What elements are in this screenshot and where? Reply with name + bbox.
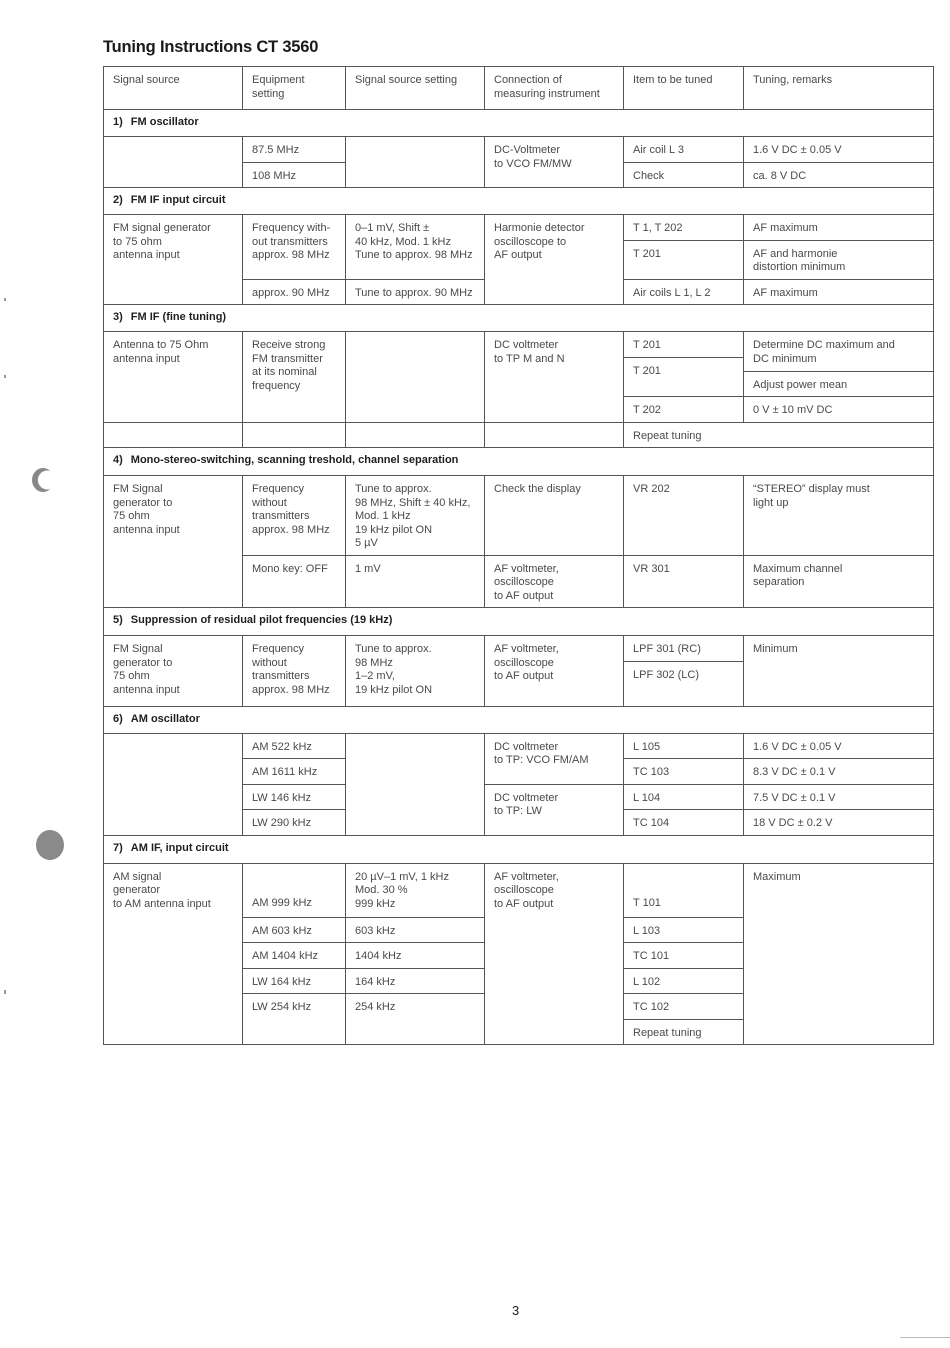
section-title: AM oscillator: [130, 712, 200, 725]
signal-source-cell: FM Signal generator to 75 ohm antenna input: [104, 476, 243, 608]
item-cell: Air coil L 3: [624, 137, 744, 163]
signal-source-setting-cell: Tune to approx. 98 MHz 1–2 mV, 19 kHz pilot ON: [346, 636, 485, 707]
section-title: Mono-stereo-switching, scanning treshold, channel separation: [130, 454, 459, 466]
section-title: FM IF (fine tuning): [130, 311, 227, 323]
section-heading-row: [104, 608, 934, 636]
header-cell: Signal source: [104, 67, 243, 110]
signal-source-cell: FM Signal generator to 75 ohm antenna input: [104, 636, 243, 707]
signal-source-cell: [104, 422, 243, 448]
margin-mark: [900, 1337, 950, 1338]
item-cell: VR 202: [624, 476, 744, 556]
section-heading: [104, 188, 934, 215]
table-row: [104, 215, 934, 241]
equipment-setting-cell: LW 254 kHz: [243, 994, 346, 1045]
table-row: [104, 422, 934, 448]
equipment-setting-cell: [243, 422, 346, 448]
margin-mark: [4, 298, 6, 301]
equipment-setting-cell: Frequency without transmitters approx. 98 MHz: [243, 476, 346, 556]
item-cell: Air coils L 1, L 2: [624, 279, 744, 305]
signal-source-setting-cell: Tune to approx. 90 MHz: [346, 279, 485, 305]
signal-source-cell: Antenna to 75 Ohm antenna input: [104, 332, 243, 423]
remark-cell: 1.6 V DC ± 0.05 V: [744, 733, 934, 759]
connection-cell: DC voltmeter to TP M and N: [485, 332, 624, 423]
connection-cell: [485, 422, 624, 448]
table-header-row: [104, 67, 934, 110]
signal-source-setting-cell: 20 µV–1 mV, 1 kHz Mod. 30 % 999 kHz: [346, 863, 485, 917]
section-number: 7): [113, 841, 123, 854]
section-number: 3): [113, 311, 123, 323]
equipment-setting-cell: AM 1611 kHz: [243, 759, 346, 785]
table-row: [104, 332, 934, 358]
section-heading: [104, 110, 934, 137]
remark-cell: AF maximum: [744, 279, 934, 305]
binder-hole: [32, 468, 54, 492]
section-heading-row: [104, 305, 934, 332]
signal-source-setting-cell: [346, 733, 485, 835]
remark-cell: 8.3 V DC ± 0.1 V: [744, 759, 934, 785]
header-cell: Tuning, remarks: [744, 67, 934, 110]
margin-mark: [4, 375, 6, 378]
section-title: Suppression of residual pilot frequencies (19 kHz): [130, 614, 393, 626]
item-cell: VR 301: [624, 555, 744, 608]
remark-cell: AF maximum: [744, 215, 934, 241]
signal-source-setting-cell: 164 kHz: [346, 968, 485, 994]
equipment-setting-cell: Receive strong FM transmitter at its nominal frequency: [243, 332, 346, 423]
table-row: [104, 476, 934, 556]
remark-cell: ca. 8 V DC: [744, 162, 934, 188]
page-title: Tuning Instructions CT 3560: [103, 38, 319, 56]
section-title: FM IF input circuit: [130, 194, 226, 206]
equipment-setting-cell: approx. 90 MHz: [243, 279, 346, 305]
connection-cell: AF voltmeter, oscilloscope to AF output: [485, 863, 624, 1045]
item-cell: L 103: [624, 917, 744, 943]
header-cell: Signal source setting: [346, 67, 485, 110]
connection-cell: DC voltmeter to TP: LW: [485, 784, 624, 835]
remark-cell: 18 V DC ± 0.2 V: [744, 810, 934, 836]
section-heading: [104, 706, 934, 733]
section-heading-row: [104, 835, 934, 863]
section-number: 4): [113, 454, 123, 466]
section-heading-row: [104, 110, 934, 137]
equipment-setting-cell: AM 1404 kHz: [243, 943, 346, 969]
signal-source-setting-cell: [346, 137, 485, 188]
item-cell: TC 103: [624, 759, 744, 785]
item-cell: T 201: [624, 240, 744, 279]
remark-cell: Determine DC maximum and DC minimum: [744, 332, 934, 372]
equipment-setting-cell: 87.5 MHz: [243, 137, 346, 163]
item-cell: T 201: [624, 332, 744, 358]
equipment-setting-cell: Frequency with- out transmitters approx. 98 MHz: [243, 215, 346, 280]
table-row: [104, 137, 934, 163]
remark-cell: Minimum: [744, 636, 934, 707]
section-title: AM IF, input circuit: [130, 841, 229, 854]
item-cell: LPF 301 (RC): [624, 636, 744, 662]
equipment-setting-cell: LW 290 kHz: [243, 810, 346, 836]
item-cell: T 1, T 202: [624, 215, 744, 241]
item-cell: Repeat tuning: [624, 422, 934, 448]
equipment-setting-cell: Frequency without transmitters approx. 98 MHz: [243, 636, 346, 707]
section-heading: [104, 608, 934, 636]
section-number: 5): [113, 614, 123, 626]
section-number: 2): [113, 194, 123, 206]
header-cell: Item to be tuned: [624, 67, 744, 110]
signal-source-setting-cell: 603 kHz: [346, 917, 485, 943]
signal-source-setting-cell: [346, 422, 485, 448]
remark-cell: 1.6 V DC ± 0.05 V: [744, 137, 934, 163]
section-heading: [104, 305, 934, 332]
item-cell: TC 102: [624, 994, 744, 1020]
table-row: [104, 733, 934, 759]
table-row: [104, 636, 934, 662]
connection-cell: AF voltmeter, oscilloscope to AF output: [485, 636, 624, 707]
remark-cell: “STEREO” display must light up: [744, 476, 934, 556]
signal-source-setting-cell: Tune to approx. 98 MHz, Shift ± 40 kHz, Mod. 1 kHz 19 kHz pilot ON 5 µV: [346, 476, 485, 556]
remark-cell: Maximum channel separation: [744, 555, 934, 608]
signal-source-cell: [104, 733, 243, 835]
equipment-setting-cell: 108 MHz: [243, 162, 346, 188]
equipment-setting-cell: LW 164 kHz: [243, 968, 346, 994]
equipment-setting-cell: AM 522 kHz: [243, 733, 346, 759]
binder-hole: [36, 830, 64, 860]
equipment-setting-cell: Mono key: OFF: [243, 555, 346, 608]
item-cell: T 201: [624, 357, 744, 397]
connection-cell: DC-Voltmeter to VCO FM/MW: [485, 137, 624, 188]
signal-source-setting-cell: 1404 kHz: [346, 943, 485, 969]
item-cell: L 102: [624, 968, 744, 994]
connection-cell: Check the display: [485, 476, 624, 556]
signal-source-cell: FM signal generator to 75 ohm antenna input: [104, 215, 243, 305]
section-number: 6): [113, 712, 123, 725]
header-cell: Connection of measuring instrument: [485, 67, 624, 110]
section-heading-row: [104, 448, 934, 476]
signal-source-cell: AM signal generator to AM antenna input: [104, 863, 243, 1045]
connection-cell: Harmonie detector oscilloscope to AF output: [485, 215, 624, 305]
item-cell: L 104: [624, 784, 744, 810]
signal-source-setting-cell: 254 kHz: [346, 994, 485, 1045]
section-heading: [104, 448, 934, 476]
remark-cell: Maximum: [744, 863, 934, 1045]
section-heading: [104, 835, 934, 863]
signal-source-setting-cell: 1 mV: [346, 555, 485, 608]
signal-source-setting-cell: [346, 332, 485, 423]
table-row: [104, 863, 934, 917]
tuning-table: [103, 66, 934, 1045]
equipment-setting-cell: AM 999 kHz: [243, 863, 346, 917]
section-number: 1): [113, 116, 123, 128]
item-cell: T 202: [624, 397, 744, 423]
item-cell: Repeat tuning: [624, 1019, 744, 1045]
equipment-setting-cell: LW 146 kHz: [243, 784, 346, 810]
connection-cell: AF voltmeter, oscilloscope to AF output: [485, 555, 624, 608]
remark-cell: AF and harmonie distortion minimum: [744, 240, 934, 279]
section-heading-row: [104, 188, 934, 215]
item-cell: Check: [624, 162, 744, 188]
margin-mark: [4, 990, 6, 994]
item-cell: TC 104: [624, 810, 744, 836]
header-cell: Equipment setting: [243, 67, 346, 110]
page-number: 3: [512, 1303, 520, 1318]
remark-cell: 0 V ± 10 mV DC: [744, 397, 934, 423]
item-cell: L 105: [624, 733, 744, 759]
remark-cell: 7.5 V DC ± 0.1 V: [744, 784, 934, 810]
signal-source-setting-cell: 0–1 mV, Shift ± 40 kHz, Mod. 1 kHz Tune to approx. 98 MHz: [346, 215, 485, 280]
item-cell: T 101: [624, 863, 744, 917]
equipment-setting-cell: AM 603 kHz: [243, 917, 346, 943]
item-cell: TC 101: [624, 943, 744, 969]
section-title: FM oscillator: [130, 116, 199, 128]
signal-source-cell: [104, 137, 243, 188]
remark-cell: Adjust power mean: [744, 371, 934, 397]
connection-cell: DC voltmeter to TP: VCO FM/AM: [485, 733, 624, 784]
section-heading-row: [104, 706, 934, 733]
item-cell: LPF 302 (LC): [624, 661, 744, 706]
